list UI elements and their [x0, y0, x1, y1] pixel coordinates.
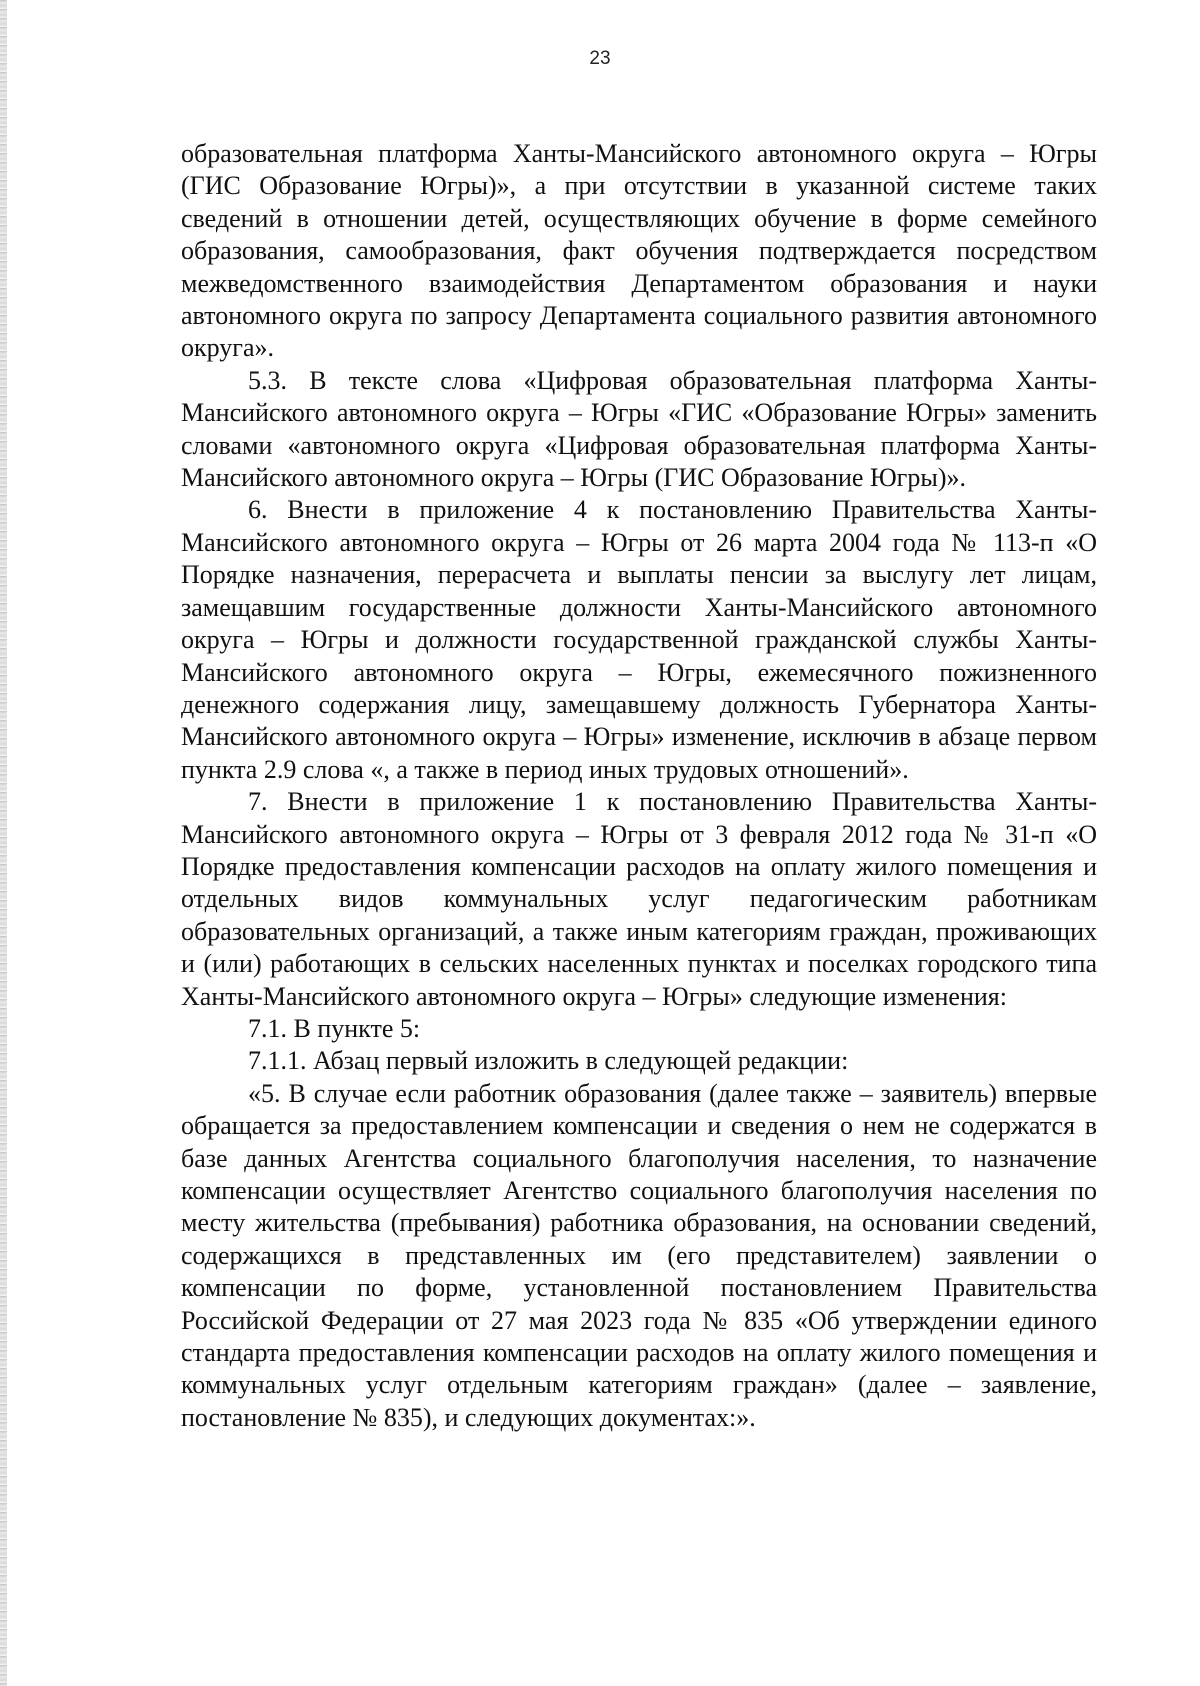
- paragraph-quoted-5: «5. В случае если работник образования (далее также – заявитель) впервые обращается за предоставлением компенсации и сведения о нем не содержатся в базе данных Агентства социального благополучия населения, то назначение компенсации осуществляет Агентство социального благополучия населения по месту жительства (пребывания) работника образования, на основании сведений, содержащихся в представленных им (его представителем) заявлении о компенсации по форме, установленной постановлением Правительства Российской Федерации от 27 мая 2023 года № 835 «Об утверждении единого стандарта предоставления компенсации расходов на оплату жилого помещения и коммунальных услуг отдельным категориям граждан» (далее – заявление, постановление № 835), и следующих документах:».: [181, 1078, 1097, 1432]
- paragraph-7-1-1: 7.1.1. Абзац первый изложить в следующей редакции:: [248, 1046, 849, 1076]
- page-number: 23: [589, 48, 611, 69]
- paragraph-6: 6. Внести в приложение 4 к постановлению Правительства Ханты-Мансийского автономного округа – Югры от 26 марта 2004 года № 113-п «О Порядке назначения, перерасчета и выплаты пенсии за выслугу лет лицам, замещавшим государственные должности Ханты-Мансийского автономного округа – Югры и должности государственной гражданской службы Ханты-Мансийского автономного округа – Югры, ежемесячного пожизненного денежного содержания лицу, замещавшему должность Губернатора Ханты-Мансийского автономного округа – Югры» изменение, исключив в абзаце первом пункта 2.9 слова «, а также в период иных трудовых отношений».: [181, 495, 1097, 784]
- paragraph-5-3: 5.3. В тексте слова «Цифровая образовательная платформа Ханты-Мансийского автономного округа – Югры «ГИС «Образование Югры» заменить словами «автономного округа «Цифровая образовательная платформа Ханты-Мансийского автономного округа – Югры (ГИС Образование Югры)».: [181, 365, 1097, 493]
- document-body: [181, 138, 1097, 1434]
- paragraph-7-1: 7.1. В пункте 5:: [248, 1013, 421, 1043]
- scan-edge-artifact: [0, 0, 7, 1686]
- paragraph-7: 7. Внести в приложение 1 к постановлению Правительства Ханты-Мансийского автономного округа – Югры от 3 февраля 2012 года № 31-п «О Порядке предоставления компенсации расходов на оплату жилого помещения и отдельных видов коммунальных услуг педагогическим работникам образовательных организаций, а также иным категориям граждан, проживающих и (или) работающих в сельских населенных пунктах и поселках городского типа Ханты-Мансийского автономного округа – Югры» следующие изменения:: [181, 787, 1097, 1011]
- paragraph-continuation: образовательная платформа Ханты-Мансийского автономного округа – Югры (ГИС Образование Югры)», а при отсутствии в указанной системе таких сведений в отношении детей, осуществляющих обучение в форме семейного образования, самообразования, факт обучения подтверждается посредством межведомственного взаимодействия Департаментом образования и науки автономного округа по запросу Департамента социального развития автономного округа».: [181, 139, 1097, 363]
